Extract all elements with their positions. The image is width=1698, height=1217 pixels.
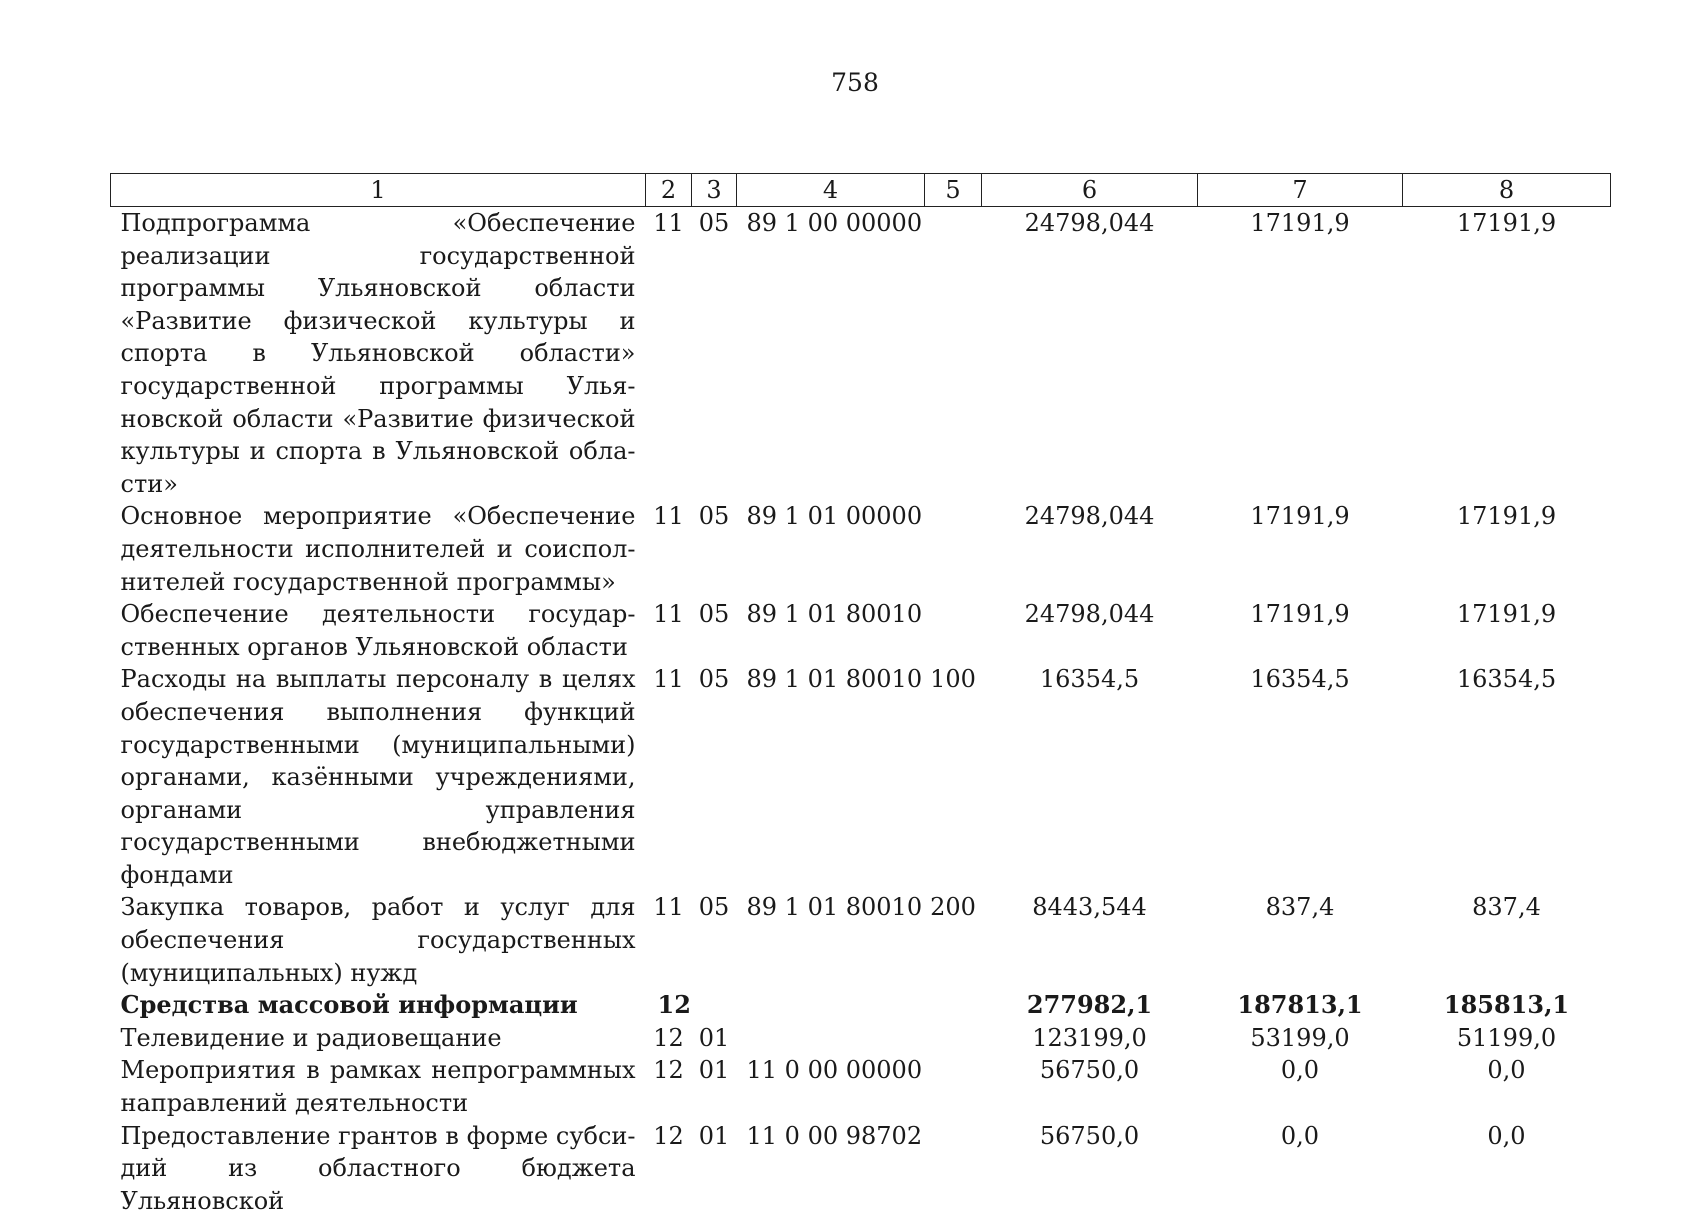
row-value-col6: 24798,044 (982, 598, 1198, 663)
row-value-col8: 17191,9 (1403, 207, 1611, 501)
row-value-col7: 16354,5 (1198, 663, 1403, 891)
row-subsection-code: 05 (692, 663, 737, 891)
row-expense-type-code (925, 989, 982, 1022)
column-header: 8 (1403, 174, 1611, 207)
row-value-col7: 53199,0 (1198, 1022, 1403, 1055)
row-name: Телевидение и радиовещание (111, 1022, 646, 1055)
row-value-col8: 16354,5 (1403, 663, 1611, 891)
row-value-col7: 17191,9 (1198, 598, 1403, 663)
row-value-col6: 123199,0 (982, 1022, 1198, 1055)
table-header-row (111, 174, 1611, 207)
row-target-code: 89 1 01 80010 (737, 891, 925, 989)
row-expense-type-code (925, 500, 982, 598)
row-target-code: 89 1 01 80010 (737, 598, 925, 663)
row-target-code: 89 1 00 00000 (737, 207, 925, 501)
row-expense-type-code (925, 1054, 982, 1119)
row-value-col6: 16354,5 (982, 663, 1198, 891)
table-row (111, 1120, 1611, 1217)
column-header: 2 (646, 174, 692, 207)
row-name: Мероприятия в рамках непрограммных направлений деятельности (111, 1054, 646, 1119)
table-row (111, 500, 1611, 598)
row-value-col8: 51199,0 (1403, 1022, 1611, 1055)
row-section-code: 11 (646, 598, 692, 663)
row-value-col8: 17191,9 (1403, 598, 1611, 663)
column-header: 6 (982, 174, 1198, 207)
row-section-code: 12 (646, 1054, 692, 1119)
table-body (111, 207, 1611, 1217)
column-header: 4 (737, 174, 925, 207)
row-value-col8: 17191,9 (1403, 500, 1611, 598)
table-row (111, 207, 1611, 501)
row-value-col7: 17191,9 (1198, 207, 1403, 501)
row-subsection-code (692, 989, 737, 1022)
row-section-code: 11 (646, 500, 692, 598)
row-expense-type-code (925, 1120, 982, 1217)
column-header: 5 (925, 174, 982, 207)
row-value-col8: 0,0 (1403, 1054, 1611, 1119)
row-name: Основное мероприятие «Обеспечение деятельности исполнителей и соисполнителей государственной программы» (111, 500, 646, 598)
row-value-col6: 56750,0 (982, 1120, 1198, 1217)
table-row (111, 891, 1611, 989)
row-value-col7: 17191,9 (1198, 500, 1403, 598)
table-row (111, 1054, 1611, 1119)
budget-table-wrapper (110, 173, 1611, 1217)
row-subsection-code: 01 (692, 1120, 737, 1217)
row-expense-type-code (925, 207, 982, 501)
row-value-col6: 8443,544 (982, 891, 1198, 989)
column-header: 3 (692, 174, 737, 207)
table-row (111, 1022, 1611, 1055)
row-subsection-code: 05 (692, 500, 737, 598)
row-target-code (737, 1022, 925, 1055)
row-value-col7: 187813,1 (1198, 989, 1403, 1022)
table-row (111, 663, 1611, 891)
row-target-code: 11 0 00 98702 (737, 1120, 925, 1217)
row-name: Обеспечение деятельности государственных органов Ульяновской области (111, 598, 646, 663)
row-expense-type-code: 100 (925, 663, 982, 891)
row-expense-type-code: 200 (925, 891, 982, 989)
row-section-code: 11 (646, 663, 692, 891)
row-name: Предоставление грантов в форме субсидий из областного бюджета Ульяновской (111, 1120, 646, 1217)
row-value-col6: 24798,044 (982, 207, 1198, 501)
budget-table (110, 173, 1611, 1217)
row-section-code: 12 (646, 989, 692, 1022)
row-name: Подпрограмма «Обеспечение реализации государственной программы Ульяновской области «Развитие физической культуры и спорта в Ульяновской области» государственной программы Ульяновской области «Развитие физической культуры и спорта в Ульяновской области» (111, 207, 646, 501)
row-name: Расходы на выплаты персоналу в целях обеспечения выполнения функций государственными (муниципальными) органами, казёнными учреждениями, органами управления государственными внебюджетными фондами (111, 663, 646, 891)
row-value-col7: 0,0 (1198, 1120, 1403, 1217)
row-name: Средства массовой информации (111, 989, 646, 1022)
row-value-col6: 56750,0 (982, 1054, 1198, 1119)
row-target-code (737, 989, 925, 1022)
row-value-col6: 24798,044 (982, 500, 1198, 598)
row-expense-type-code (925, 598, 982, 663)
column-header: 1 (111, 174, 646, 207)
row-subsection-code: 01 (692, 1022, 737, 1055)
row-value-col8: 185813,1 (1403, 989, 1611, 1022)
row-target-code: 11 0 00 00000 (737, 1054, 925, 1119)
row-subsection-code: 01 (692, 1054, 737, 1119)
row-value-col6: 277982,1 (982, 989, 1198, 1022)
row-subsection-code: 05 (692, 598, 737, 663)
row-section-code: 11 (646, 207, 692, 501)
row-section-code: 11 (646, 891, 692, 989)
row-value-col7: 0,0 (1198, 1054, 1403, 1119)
row-section-code: 12 (646, 1022, 692, 1055)
row-target-code: 89 1 01 00000 (737, 500, 925, 598)
page-number: 758 (6, 68, 1698, 97)
table-row (111, 598, 1611, 663)
row-value-col8: 0,0 (1403, 1120, 1611, 1217)
row-section-code: 12 (646, 1120, 692, 1217)
row-name: Закупка товаров, работ и услуг для обеспечения государственных (муниципальных) нужд (111, 891, 646, 989)
row-subsection-code: 05 (692, 891, 737, 989)
column-header: 7 (1198, 174, 1403, 207)
row-value-col8: 837,4 (1403, 891, 1611, 989)
row-expense-type-code (925, 1022, 982, 1055)
row-target-code: 89 1 01 80010 (737, 663, 925, 891)
row-subsection-code: 05 (692, 207, 737, 501)
row-value-col7: 837,4 (1198, 891, 1403, 989)
table-row (111, 989, 1611, 1022)
